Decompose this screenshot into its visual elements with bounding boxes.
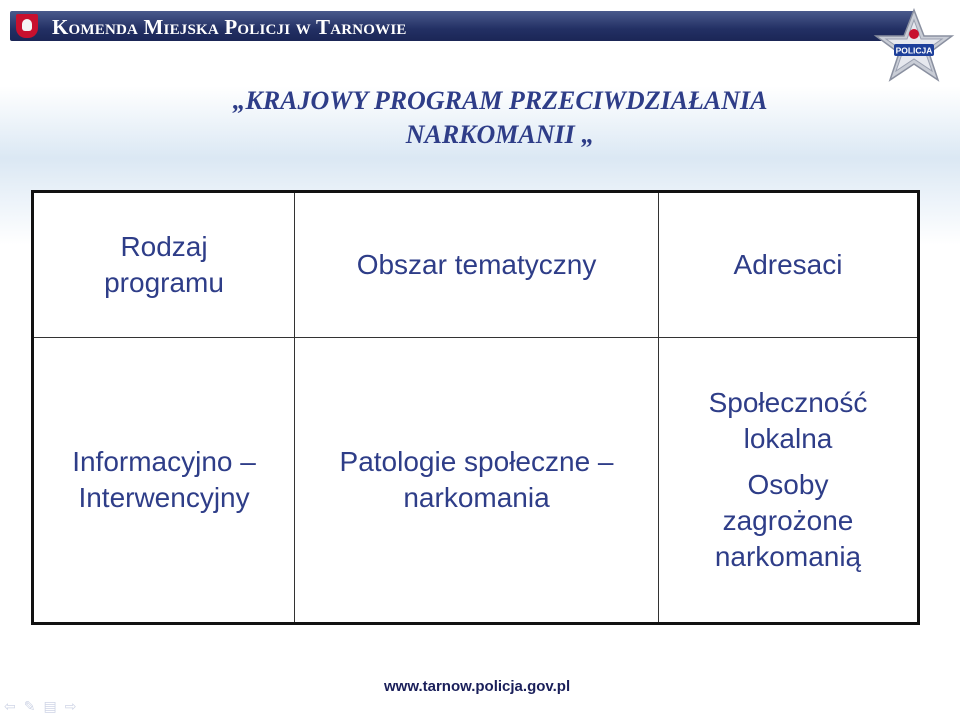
next-slide-icon[interactable]: ⇨ (64, 698, 77, 714)
cell-recipients: Społeczność lokalna Osoby zagrożone narkomanią (658, 338, 918, 624)
header-program-type: Rodzaj programu (33, 192, 295, 338)
header-thematic-area: Obszar tematyczny (295, 192, 659, 338)
footer-url[interactable]: www.tarnow.policja.gov.pl (384, 678, 571, 695)
slide-nav-controls (4, 698, 76, 715)
table-row (33, 338, 919, 624)
cell-program-type: Informacyjno – Interwencyjny (33, 338, 295, 624)
title-line-2: NARKOMANII „ (405, 120, 595, 149)
slide-title (150, 84, 850, 152)
pen-icon[interactable]: ✎ (23, 698, 36, 714)
eagle-emblem-icon (16, 14, 38, 38)
prev-slide-icon[interactable]: ⇦ (4, 698, 16, 714)
header-banner (10, 11, 915, 41)
org-name: Komenda Miejska Policji w Tarnowie (52, 15, 407, 39)
program-table (31, 190, 920, 625)
header-recipients: Adresaci (658, 192, 918, 338)
police-star-badge-icon (872, 8, 956, 92)
menu-icon[interactable]: ▤ (43, 698, 57, 714)
cell-thematic-area: Patologie społeczne – narkomania (295, 338, 659, 624)
badge-text: POLICJA (895, 45, 933, 56)
table-header-row (33, 192, 919, 338)
title-line-1: „KRAJOWY PROGRAM PRZECIWDZIAŁANIA (232, 86, 768, 115)
